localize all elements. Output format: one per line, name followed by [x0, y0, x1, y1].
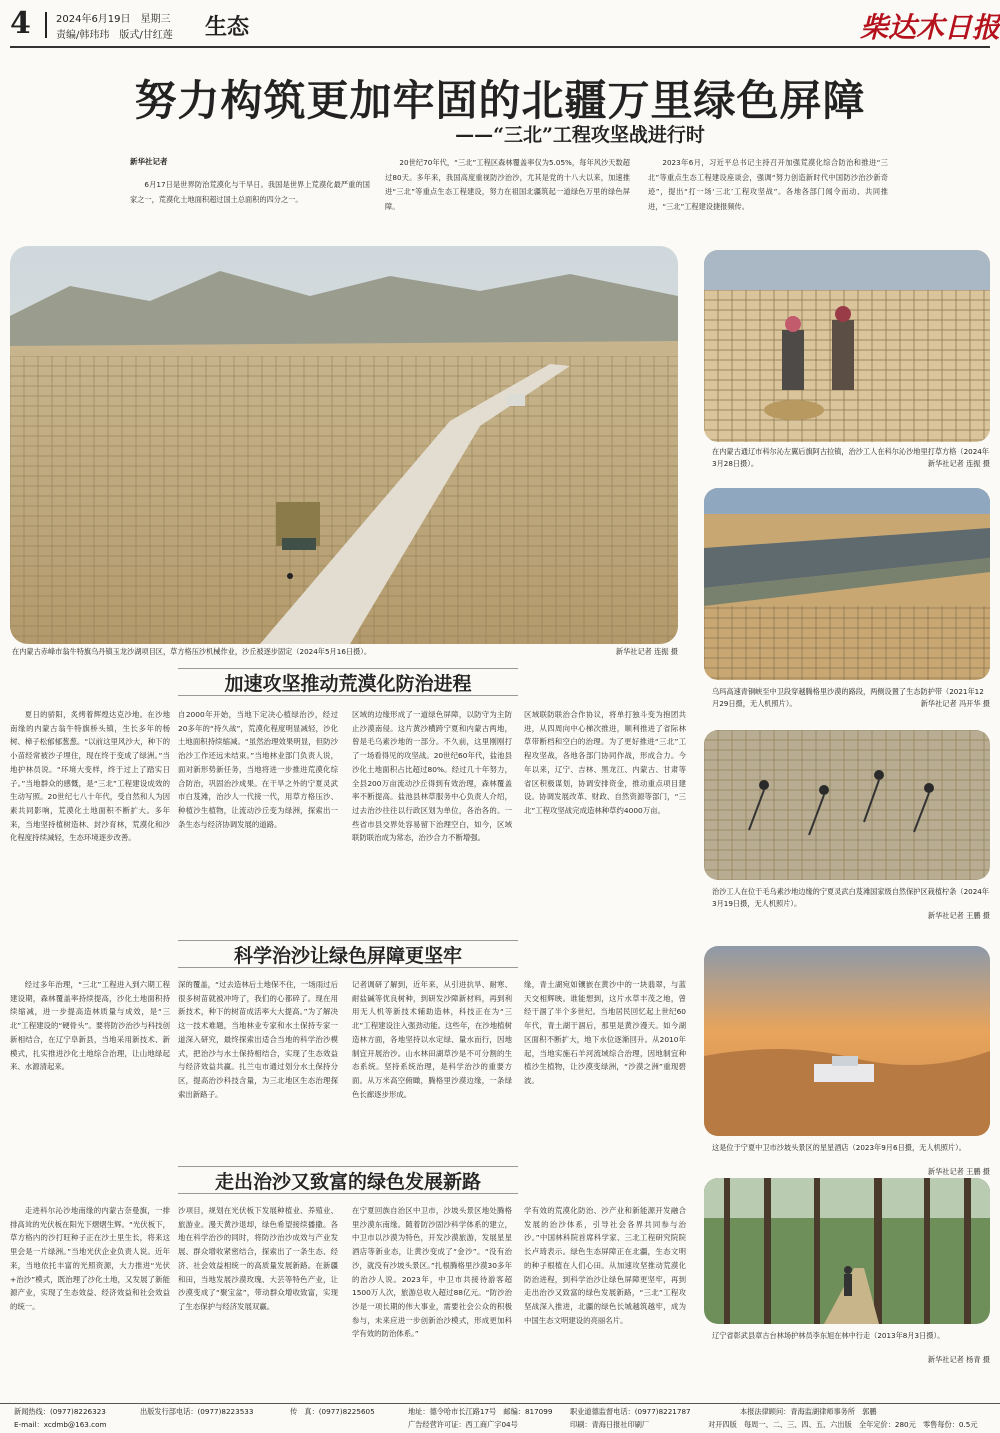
footer-legal: 本报法律顾问：青海监湖律师事务所 郭鹏: [740, 1407, 877, 1416]
s2-column-1: 经过多年治理，“三北”工程进入到六期工程建设期，森林覆盖率持续提高，沙化土地面积持续缩减，进一步提高造林质量与成效，是“三北”工程建设的“硬骨头”。要将防沙治沙与科技创新相结合，在辽宁阜新县，当地采用新技术、新模式，扎实推进沙化土地综合治理，让山地绿起来、水源清起来。: [10, 980, 170, 1072]
s1-column-2: 自2000年开始，当地下定决心植绿治沙，经过20多年的“持久战”，荒漠化程度明显减轻，沙化土地面积持续缩减。“虽然治理效果明显，但防沙治沙工作还远未结束。”当地林业部门负责人说，面对新形势新任务，当地将进一步推进荒漠化综合防治，巩固治沙成果。在干旱之外的宁夏灵武市白芨滩，治沙人一代接一代，用草方格压沙、种植沙生植物，让流动沙丘变为绿洲，探索出一条生态与经济协调发展的道路。: [178, 710, 338, 829]
photo-2-credit: 新华社记者 冯开华 摄: [920, 699, 990, 708]
footer-ethics-phone: 职业道德监督电话：(0977)8221787: [570, 1407, 691, 1416]
footer-hotline: 新闻热线：(0977)8226323: [14, 1407, 106, 1416]
intro-paragraph-3: 2023年6月，习近平总书记主持召开加强荒漠化综合防治和推进“三北”等重点生态工程建设座谈会，强调“努力创造新时代中国防沙治沙新奇迹”，提出“打一场‘三北’工程攻坚战”。各地各部门闻令而动、共同推进，“三北”工程建设捷报频传。: [648, 158, 888, 211]
photo-highway-desert: [704, 488, 990, 680]
photo-workers-grass-grid: [704, 250, 990, 442]
main-photo-credit: 新华社记者 连振 摄: [615, 647, 678, 656]
photo-star-hotel: [704, 946, 990, 1136]
photo-5-caption: 辽宁省彰武县章古台林场护林员李东旭在林中行走（2013年8月3日摄）。: [712, 1331, 945, 1340]
s3-column-3: 在宁夏回族自治区中卫市，沙坡头景区地处腾格里沙漠东南缘。随着防沙固沙科学体系的建立，中卫市以沙漠为特色，开发沙漠旅游，发展星星酒店等新业态，让黄沙变成了“金沙”。“没有治沙，就没有沙坡头景区。”扎根腾格里沙漠30多年的治沙人说。2023年，中卫市共接待游客超1500万人次，旅游总收入超过88亿元。“防沙治沙是一项长期的伟大事业，需要社会公众的积极参与，未来应进一步创新治沙模式，形成更加科学有效的防治体系。”: [352, 1206, 512, 1339]
section-heading-2: 科学治沙让绿色屏障更坚牢: [178, 940, 518, 968]
footer-rule: [0, 1403, 1000, 1404]
photo-2-caption: 乌玛高速青铜峡至中卫段穿越腾格里沙漠的路段，两侧设置了生态防护带（2021年12月29日摄，无人机照片）。: [712, 687, 984, 708]
s3-column-1: 走进科尔沁沙地南缘的内蒙古奈曼旗，一排排高耸的光伏板在阳光下熠熠生辉。“光伏板下，草方格内的沙打旺种子正在沙土里生长，将来这里会是一片绿洲。”当地光伏企业负责人说。近年来，当地依托丰富的光照资源，大力推进“光伏+治沙”模式，既治理了沙化土地，又发展了新能源产业，实现了生态效益、经济效益和社会效益的统一。: [10, 1206, 170, 1311]
s2-column-3: 记者调研了解到，近年来，从引进抗旱、耐寒、耐盐碱等优良树种，到研发沙障新材料，再到利用无人机等新技术辅助造林，科技正在为“三北”工程建设注入强劲动能。这些年，在沙地植树造林方面，各地坚持以水定绿、量水而行，因地制宜开展治沙。山水林田湖草沙是不可分割的生态系统。坚持系统治理，是科学治沙的重要方面。从万米高空俯瞰，腾格里沙漠边缘，一条绿色长廊逐步形成。: [352, 980, 512, 1099]
photo-5-credit: 新华社记者 杨青 摄: [927, 1355, 990, 1364]
main-headline: 努力构筑更加牢固的北疆万里绿色屏障: [134, 76, 866, 125]
editors-line: 责编/韩玮玮 版式/甘红莲: [56, 30, 173, 41]
photo-4-credit: 新华社记者 王鹏 摄: [927, 1167, 990, 1176]
intro-paragraph-1: 6月17日是世界防治荒漠化与干旱日。我国是世界上荒漠化最严重的国家之一，荒漠化土地面积超过国土总面积的四分之一。: [130, 180, 370, 204]
photo-4-caption: 这是位于宁夏中卫市沙坡头景区的星星酒店（2023年9月6日摄，无人机照片）。: [712, 1143, 966, 1152]
photo-3-credit: 新华社记者 王鹏 摄: [927, 911, 990, 920]
newspaper-logo: 柴达木日报: [860, 11, 1000, 44]
photo-1-credit: 新华社记者 连振 摄: [927, 459, 990, 468]
section-heading-3: 走出治沙又致富的绿色发展新路: [178, 1166, 518, 1194]
main-photo: [10, 246, 678, 644]
main-photo-caption: 在内蒙古赤峰市翁牛特旗乌丹镇玉龙沙湖项目区，草方格压沙机械作业，沙丘被逐步固定（2024年5月16日摄）。: [12, 647, 372, 656]
footer-email: E-mail：xcdmb@163.com: [14, 1420, 107, 1429]
section-name: 生态: [205, 14, 250, 40]
photo-1-caption: 在内蒙古通辽市科尔沁左翼后旗阿古拉镇，治沙工人在科尔沁沙地里打草方格（2024年3月28日摄）。: [712, 447, 990, 468]
footer-address: 地址：德令哈市长江路17号 邮编：817099: [408, 1407, 553, 1416]
s2-column-4: 缘，青土湖宛如镶嵌在黄沙中的一块翡翠，与蓝天交相辉映。谁能想到，这片水草丰茂之地，曾经干涸了半个多世纪。当地居民回忆起上世纪60年代，青土湖干涸后，那里是黄沙漫天。如今湖区面积不断扩大，地下水位逐渐回升。从2010年起，当地实施石羊河流域综合治理，因地制宜种植沙生植物，让沙漠变绿洲，“沙漠之洲”重现碧波。: [524, 980, 686, 1085]
s3-column-2: 沙项目，规划在光伏板下发展种植业、养殖业、旅游业。漫天黄沙退却，绿色希望接续播撒。各地在科学治沙的同时，将防沙治沙成效与产业发展、群众增收紧密结合，探索出了一条生态、经济、社会效益相统一的高质量发展新路。在新疆和田，当地发展沙漠玫瑰、大芸等特色产业，让沙漠变成了“聚宝盆”，带动群众增收致富，实现了生态保护与经济发展双赢。: [178, 1206, 338, 1311]
s2-column-2: 深的覆盖，“过去造林后土地保不住，一场雨过后很多树苗就被冲垮了，我们的心都碎了。现在用新技术，种下的树苗成活率大大提高。”为了解决这一技术难题，当地林业专家和水土保持专家一道深入研究，最终探索出适合当地的科学治沙模式，把治沙与水土保持相结合，实现了生态效益与经济效益共赢。扎兰屯市通过划分水土保持分区，提高治沙科技含量，为三北地区生态治理探索出新路子。: [178, 980, 338, 1099]
footer-ad-license: 广告经营许可证：西工商广字04号: [408, 1420, 518, 1429]
section-heading-1: 加速攻坚推动荒漠化防治进程: [178, 668, 518, 696]
photo-3-caption: 治沙工人在位于毛乌素沙地边缘的宁夏灵武白芨滩国家级自然保护区栽植柠条（2024年3月19日摄，无人机照片）。: [712, 887, 990, 908]
issue-date: 2024年6月19日 星期三: [56, 14, 171, 25]
sub-headline: ——“三北”工程攻坚战进行时: [455, 124, 705, 146]
s1-column-1: 夏日的骄阳，炙烤着辉煌达克沙地。在沙地南缘的内蒙古翁牛特旗桥头镇，生长多年的杨树、樟子松郁郁葱葱。“以前这里风沙大，种下的小苗经常被沙子埋住，现在终于变成了绿洲。”当地护林员说。“环境大变样，终于过上了踏实日子。”当地群众的感慨，是“三北”工程建设成效的生动写照。20世纪七八十年代，受自然和人为因素共同影响，荒漠化土地面积不断扩大。多年来，当地坚持植树造林、封沙育林，荒漠化和沙化程度持续减轻，生态环境逐步改善。: [10, 710, 170, 843]
footer-printer: 印刷：青海日报社印刷厂: [570, 1420, 650, 1429]
s1-column-3: 区域的边缘形成了一道绿色屏障，以防守为主防止沙漠南侵。这片黄沙横跨宁夏和内蒙古两地，曾是毛乌素沙地的一部分。不久前，这里刚刚打了一场看得见的攻坚战。20世纪60年代，盐池县沙化土地面积占比超过80%。经过几十年努力，全县200万亩流动沙丘得到有效治理，森林覆盖率不断提高。盐池县林草服务中心负责人介绍，过去治沙往往以行政区划为单位，各治各的。一些省市县交界处容易留下治理空白，如今，区域联防联治成为常态，治沙合力不断增强。: [352, 710, 512, 843]
photo-planting-aerial: [704, 730, 990, 880]
header-rule: [10, 46, 990, 48]
intro-paragraph-2: 20世纪70年代，“三北”工程区森林覆盖率仅为5.05%，每年风沙天数超过80天。多年来，我国高度重视防沙治沙，尤其是党的十八大以来，加速推进“三北”等重点生态工程建设，努力在祖国北疆筑起一道绿色万里的绿色屏障。: [385, 158, 630, 211]
header-divider: [45, 12, 47, 38]
footer-pricing: 对开四版 每周一、二、三、四、五、六出版 全年定价：280元 零售每份：0.5元: [708, 1420, 978, 1429]
photo-forest-ranger: [704, 1178, 990, 1324]
footer-distribution: 出版发行部电话：(0977)8223533: [140, 1407, 254, 1416]
s1-column-4: 区域联防联治合作协议，将单打独斗变为抱团共进，从四周向中心梯次推进，顺利推进了省际林草带断档和空白的治理。为了更好推进“三北”工程攻坚战，各地各部门协同作战，形成合力。今年以来，辽宁、吉林、黑龙江、内蒙古、甘肃等省区积极谋划，协调安排资金，推动重点项目建设。协调发展改革、财政、自然资源等部门，“三北”工程攻坚战完成造林种草约4000万亩。: [524, 710, 686, 815]
page-number: 4: [10, 6, 31, 41]
s3-column-4: 学有效的荒漠化防治、沙产业和新能源开发融合发展的治沙体系，引导社会各界共同参与治沙。”中国林科院首席科学家、三北工程研究院院长卢琦表示。绿色生态屏障正在北疆，生态文明的种子根植在人们心田。从加速攻坚推动荒漠化防治进程，到科学治沙让绿色屏障更坚牢，再到走出治沙又致富的绿色发展新路，“三北”工程攻坚战深入推进，北疆的绿色长城越筑越牢，成为中国生态文明建设的亮丽名片。: [524, 1206, 686, 1325]
footer-fax: 传 真：(0977)8225605: [290, 1407, 375, 1416]
byline: 新华社记者: [130, 157, 168, 166]
